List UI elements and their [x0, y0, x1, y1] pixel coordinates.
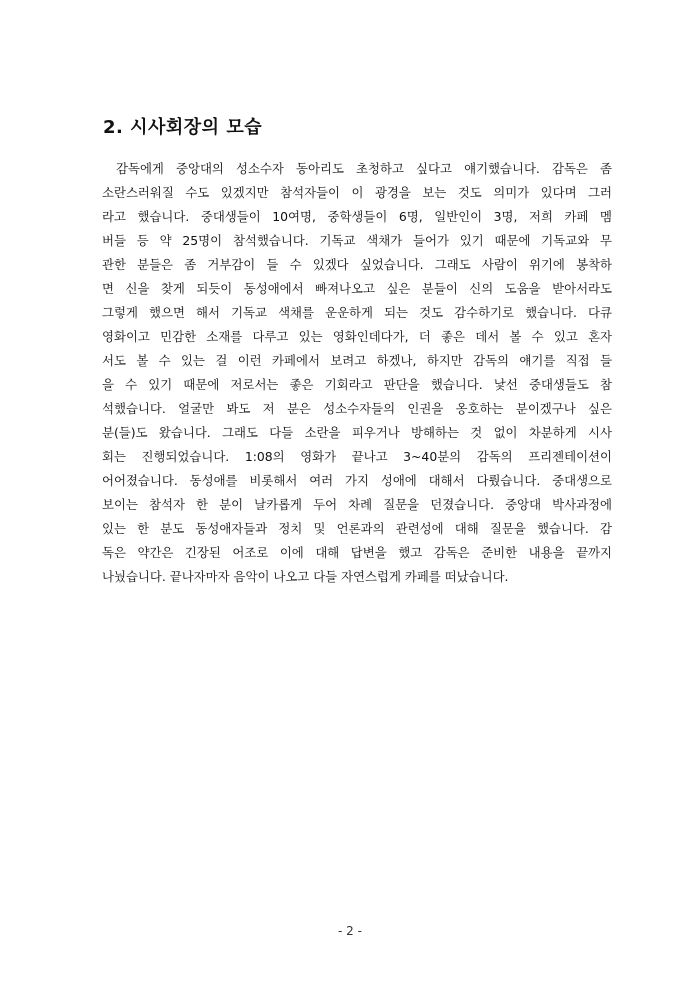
page-number: - 2 -	[338, 924, 362, 938]
paragraph-line: 회는 진행되었습니다. 1:08의 영화가 끝나고 3~40분의 감독의 프리젠테이션이	[102, 449, 612, 464]
paragraph-line: 을 수 있기 때문에 저로서는 좋은 기회라고 판단을 했습니다. 낯선 중대생들도 참	[102, 377, 612, 392]
paragraph-line: 그렇게 했으면 해서 기독교 색채를 운운하게 되는 것도 감수하기로 했습니다. 다큐	[102, 305, 612, 320]
paragraph-line: 어어졌습니다. 동성애를 비롯해서 여러 가지 성애에 대해서 다뤘습니다. 중대생으로	[102, 473, 612, 488]
paragraph-line: 영화이고 민감한 소재를 다루고 있는 영화인데다가, 더 좋은 데서 볼 수 있고 혼자	[102, 329, 612, 344]
paragraph-line: 서도 볼 수 있는 걸 이런 카페에서 보려고 하겠나, 하지만 감독의 얘기를 직접 들	[102, 353, 612, 368]
body-paragraph	[102, 157, 612, 589]
paragraph-line: 분(들)도 왔습니다. 그래도 다들 소란을 피우거나 방해하는 것 없이 차분하게 시사	[102, 425, 612, 440]
paragraph-line: 라고 했습니다. 중대생들이 10여명, 중학생들이 6명, 일반인이 3명, 저희 카페 멤	[102, 209, 612, 224]
paragraph-line: 버들 등 약 25명이 참석했습니다. 기독교 색채가 들어가 있기 때문에 기독교와 무	[102, 233, 612, 248]
paragraph-line: 독은 약간은 긴장된 어조로 이에 대해 답변을 했고 감독은 준비한 내용을 끝까지	[102, 545, 612, 560]
section-title: 2. 시사회장의 모습	[103, 117, 263, 138]
paragraph-line: 보이는 참석자 한 분이 날카롭게 두어 차례 질문을 던졌습니다. 중앙대 박사과정에	[102, 497, 612, 512]
paragraph-line: 감독에게 중앙대의 성소수자 동아리도 초청하고 싶다고 얘기했습니다. 감독은 좀	[116, 161, 612, 176]
paragraph-line: 소란스러워질 수도 있겠지만 참석자들이 이 광경을 보는 것도 의미가 있다며 그러	[102, 185, 612, 200]
paragraph-line: 면 신을 찾게 되듯이 동성애에서 빠져나오고 싶은 분들이 신의 도움을 받아서라도	[102, 281, 612, 296]
paragraph-line: 석했습니다. 얼굴만 봐도 저 분은 성소수자들의 인권을 옹호하는 분이겠구나 싶은	[102, 401, 612, 416]
paragraph-line: 있는 한 분도 동성애자들과 정치 및 언론과의 관련성에 대해 질문을 했습니다. 감	[102, 521, 612, 536]
paragraph-line: 관한 분들은 좀 거부감이 들 수 있겠다 싶었습니다. 그래도 사람이 위기에 봉착하	[102, 257, 612, 272]
paragraph-line: 나눴습니다. 끝나자마자 음악이 나오고 다들 자연스럽게 카페를 떠났습니다.	[102, 569, 509, 584]
